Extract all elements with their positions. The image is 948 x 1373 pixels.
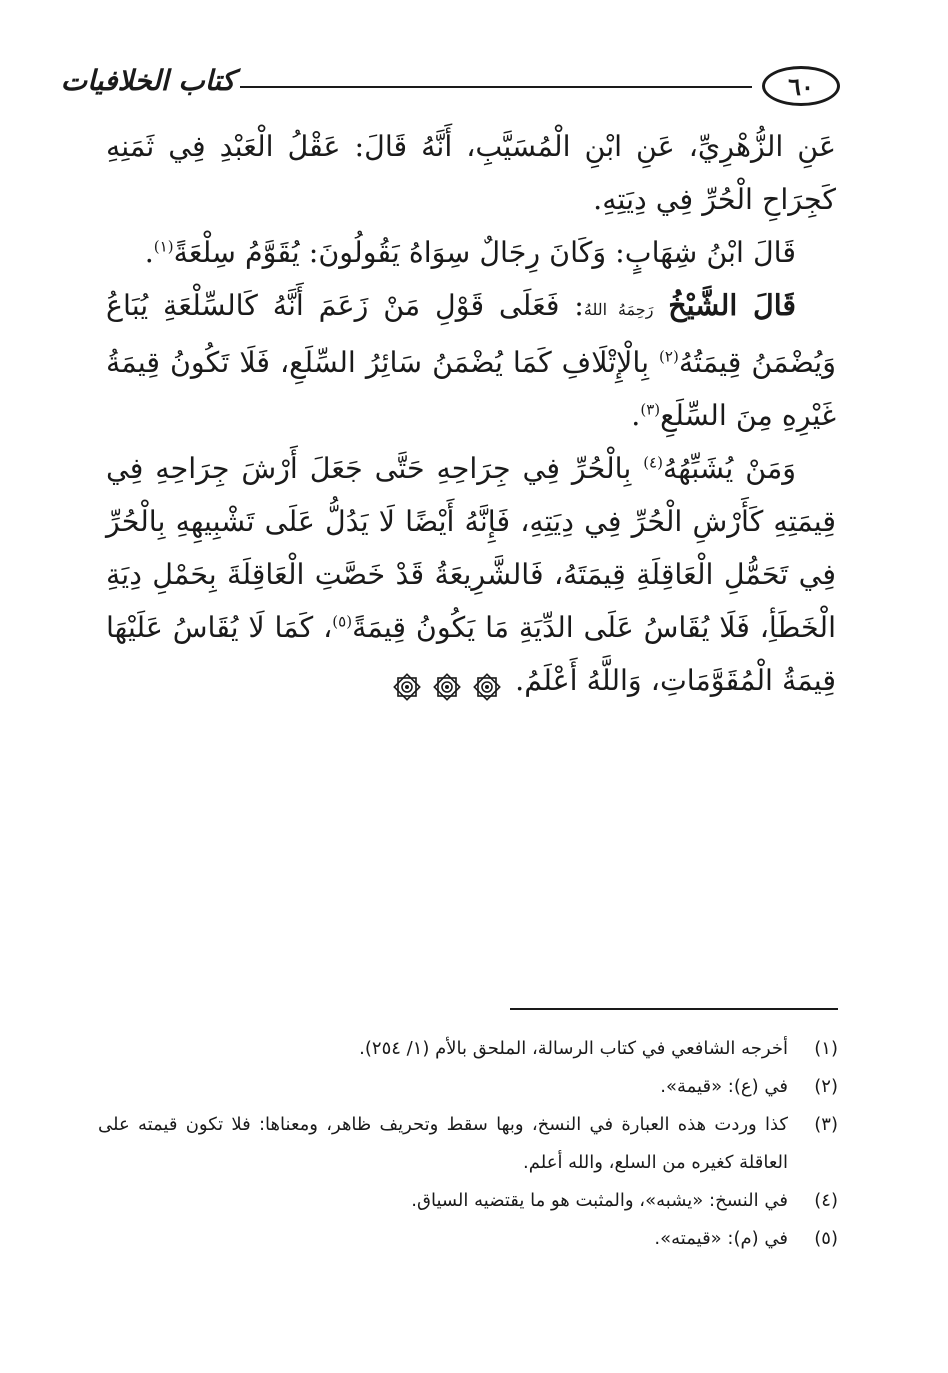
main-text <box>106 120 836 707</box>
honorific: رَحِمَهُ اللهُ <box>583 300 654 319</box>
header-rule <box>240 86 752 88</box>
paragraph-2-text: قَالَ ابْنُ شِهَابٍ: وَكَانَ رِجَالٌ سِوَاهُ يَقُولُونَ: يُقَوَّمُ سِلْعَةً <box>173 236 796 269</box>
footnote-text: في (م): «قيمته». <box>654 1228 788 1249</box>
footnote-text: أخرجه الشافعي في كتاب الرسالة، الملحق بالأم (١/ ٢٥٤). <box>359 1038 788 1059</box>
section-separator <box>392 672 502 704</box>
page-number: ٦٠ <box>762 66 840 106</box>
paragraph-3-text-1: : فَعَلَى قَوْلِ مَنْ زَعَمَ أَنَّهُ كَالسِّلْعَةِ يُبَاعُ وَيُضْمَنُ قِيمَتُهُ <box>106 289 836 379</box>
book-title: كتاب الخلافيات <box>60 64 235 97</box>
octagram-ornament-icon <box>472 672 502 702</box>
paragraph-1 <box>106 120 836 226</box>
footnote-number: (٤) <box>814 1190 838 1211</box>
footnote-text: في النسخ: «يشبه»، والمثبت هو ما يقتضيه السياق. <box>411 1190 788 1211</box>
footnote-item <box>98 1220 838 1258</box>
paragraph-3-end: . <box>631 399 641 432</box>
footnote-ref-3[interactable]: (٣) <box>640 400 661 419</box>
footnote-item <box>98 1068 838 1106</box>
paragraph-4 <box>106 442 836 707</box>
footnote-number: (١) <box>814 1038 838 1059</box>
paragraph-1-text: عَنِ الزُّهْرِيِّ، عَنِ ابْنِ الْمُسَيَّبِ، أَنَّهُ قَالَ: عَقْلُ الْعَبْدِ فِي ثَمَنِهِ كَجِرَاحِ الْحُرِّ فِي دِيَتِهِ. <box>106 130 836 216</box>
footnote-text: في (ع): «قيمة». <box>660 1076 788 1097</box>
footnote-text: كذا وردت هذه العبارة في النسخ، وبها سقط وتحريف ظاهر، ومعناها: فلا تكون قيمته على العاقلة كغيره من السلع، والله أعلم. <box>98 1114 788 1173</box>
footnote-ref-2[interactable]: (٢) <box>659 347 679 366</box>
footnote-ref-4[interactable]: (٤) <box>643 453 663 472</box>
paragraph-2-end: . <box>144 236 154 269</box>
paragraph-3-text-2: بِالْإِتْلَافِ كَمَا يُضْمَنُ سَائِرُ السِّلَعِ، فَلَا تَكُونُ قِيمَةُ غَيْرِهِ مِنَ السِّلَعِ <box>106 346 836 432</box>
footnote-number: (٣) <box>814 1114 838 1135</box>
octagram-ornament-icon <box>392 672 422 702</box>
page-header <box>60 62 840 112</box>
footnote-number: (٥) <box>814 1228 838 1249</box>
footnote-item <box>98 1106 838 1182</box>
footnote-item <box>98 1030 838 1068</box>
octagram-ornament-icon <box>432 672 462 702</box>
footnote-number: (٢) <box>814 1076 838 1097</box>
footnote-item <box>98 1182 838 1220</box>
paragraph-4-text-3: ، كَمَا لَا يُقَاسُ عَلَيْهَا قِيمَةُ الْمُقَوَّمَاتِ، وَاللَّهُ أَعْلَمُ. <box>106 611 836 697</box>
paragraph-4-text-2: بِالْحُرِّ فِي جِرَاحِهِ حَتَّى جَعَلَ أَرْشَ جِرَاحِهِ فِي قِيمَتِهِ كَأَرْشِ الْحُرِّ فِي دِيَتِهِ، فَإِنَّهُ أَيْضًا لَا يَدُلُّ عَلَى تَشْبِيهِهِ بِالْحُرِّ فِي تَحَمُّلِ الْعَاقِلَةِ قِيمَتَهُ، فَالشَّرِيعَةُ قَدْ خَصَّتِ الْعَاقِلَةَ بِحَمْلِ دِيَةِ الْخَطَأِ، فَلَا يُقَاسُ عَلَى الدِّيَةِ مَا يَكُونُ قِيمَةً <box>106 452 836 644</box>
footnote-ref-5[interactable]: (٥) <box>332 612 353 631</box>
sheikh-heading: قَالَ الشَّيْخُ <box>668 288 796 322</box>
paragraph-3 <box>106 279 836 442</box>
paragraph-4-text-1: وَمَنْ يُشَبِّهُهُ <box>662 452 796 485</box>
paragraph-2 <box>106 226 836 279</box>
footnote-rule <box>510 1008 838 1010</box>
footnote-ref-1[interactable]: (١) <box>153 237 174 256</box>
footnotes <box>98 1030 838 1258</box>
